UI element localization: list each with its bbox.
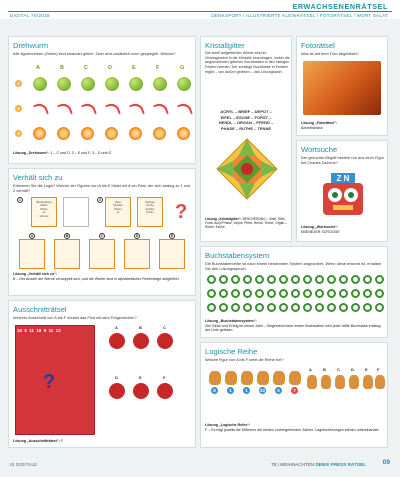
option-piece — [109, 383, 125, 399]
verhaelt-desc: Erkennen Sie die Logik? Welche der Figuren von A bis E bildet mit A ein Paar, der sich analog zu 1 und 2 verhält? — [13, 183, 191, 194]
drehwurm-panel — [8, 36, 196, 164]
wreath-icon — [351, 289, 360, 298]
buchstaben-solution — [205, 319, 385, 333]
option-piece — [157, 383, 173, 399]
option-label: A — [309, 367, 312, 372]
wreath-icon — [255, 303, 264, 312]
drehwurm-title: Drehwurm — [13, 41, 49, 50]
kristallgitter-desc: Die zwölf aufgeführten Wörter sind im Uhrzeigersinn in die Kristalle einzutragen, wobei die angrenzenden gleichen Buchstaben in den farbigen Feldern stehen. Der sonstige Buchstabe in Feldern ergibt – von außen gelesen – das Lösungswort. — [205, 51, 290, 74]
kristallgitter-title: Kristallgitter — [205, 41, 245, 50]
wreath-icon — [255, 275, 264, 284]
kristallgitter-panel — [200, 36, 292, 242]
option-piece — [133, 383, 149, 399]
drehwurm-letter: C — [84, 65, 88, 71]
word-line: EIFEL – ESCHE – FORST – — [220, 114, 272, 120]
wreath-icon — [339, 275, 348, 284]
ornament-ball-icon — [57, 77, 71, 91]
wreath-icon — [219, 275, 228, 284]
option-cookie-icon — [335, 375, 345, 389]
solution-label: Lösung „Buchstabensystem“: — [205, 319, 257, 323]
ornament-ball-icon — [129, 77, 143, 91]
question-mark: ? — [175, 201, 188, 223]
wreath-letter-grid — [207, 275, 383, 315]
wreath-icon — [375, 289, 384, 298]
wreath-icon — [327, 303, 336, 312]
card-word: Portlm — [146, 211, 154, 215]
option-label: C — [337, 367, 340, 372]
option-card — [89, 239, 115, 269]
ornament-ball-icon — [153, 77, 167, 91]
wreath-icon — [327, 275, 336, 284]
buchstaben-panel — [200, 246, 388, 338]
puzzle-card — [105, 197, 131, 227]
logische-solution — [205, 423, 385, 432]
drehwurm-letter: E — [132, 65, 136, 71]
wreath-icon — [279, 275, 288, 284]
orange-slice-icon — [81, 127, 94, 140]
ausschnitt-solution — [13, 439, 193, 444]
photo-image — [303, 61, 381, 115]
drehwurm-letter: F — [156, 65, 160, 71]
option-label: E — [139, 375, 142, 380]
option-label: F — [377, 367, 380, 372]
solution-label: Lösung „Verhält sich zu“: — [13, 272, 57, 276]
puzzle-card — [63, 197, 89, 227]
wortsuche-desc: Der gesuchte Begriff besteht nur aus einer Figur bei Charles Dickens? — [301, 155, 384, 166]
logische-title: Logische Reihe — [205, 347, 258, 356]
option-label: C — [163, 325, 166, 330]
option-card — [124, 239, 150, 269]
option-cookie-icon — [321, 375, 331, 389]
word-line: HENDL – ORGAN – PFERD – — [218, 120, 274, 126]
wreath-icon — [219, 289, 228, 298]
row-number: 2 — [15, 105, 22, 112]
drehwurm-letter: G — [180, 65, 185, 71]
footer-issue-a: 78 | WEIHNACHTEN — [271, 462, 315, 467]
candy-cane-icon — [81, 101, 97, 117]
wreath-icon — [315, 275, 324, 284]
grid-number: 18 — [17, 328, 22, 333]
orange-slice-icon — [57, 127, 70, 140]
kristallgitter-words — [205, 109, 287, 131]
wreath-icon — [303, 289, 312, 298]
wreath-icon — [279, 303, 288, 312]
option-cookie-icon — [363, 375, 373, 389]
orange-slice-icon — [153, 127, 166, 140]
word-line: PHASE – RUTHE – TENNE — [220, 125, 271, 131]
drehwurm-letter: D — [108, 65, 112, 71]
wreath-icon — [267, 275, 276, 284]
footer-issue-b: DEIKE PRESS RÄTSEL — [315, 462, 366, 467]
wreath-icon — [243, 303, 252, 312]
sequence-number: 1 — [227, 387, 234, 394]
wreath-icon — [231, 275, 240, 284]
sequence-number: 8 — [211, 387, 218, 394]
verhaelt-title: Verhält sich zu — [13, 173, 63, 182]
option-label: A — [115, 325, 118, 330]
option-label: F — [163, 375, 166, 380]
gingerbread-icon — [225, 371, 237, 385]
grid-number: 13 — [55, 328, 61, 333]
candy-cane-icon — [105, 101, 121, 117]
puzzle-card — [31, 197, 57, 227]
card-word: Plötze — [40, 207, 48, 211]
gingerbread-icon — [289, 371, 301, 385]
logische-panel — [200, 342, 388, 448]
wreath-icon — [255, 289, 264, 298]
drehwurm-solution — [13, 151, 193, 156]
wreath-icon — [279, 289, 288, 298]
option-label: B — [139, 325, 142, 330]
buchstaben-desc: Die Buchstabenreihe ist nach einem bestimmten System angeordnet. Wenn diese erkannt ist, erhalten Sie den Lösungsspruch. — [205, 261, 382, 272]
buchstaben-title: Buchstabensystem — [205, 251, 270, 260]
ornament-ball-icon — [177, 77, 191, 91]
word-search-figure-icon — [321, 171, 365, 217]
card-word: Bescheidung — [36, 201, 52, 204]
fotoraetsel-title: Fotorätsel — [301, 41, 335, 50]
option-card — [54, 239, 80, 269]
orange-slice-icon — [33, 127, 46, 140]
wreath-icon — [243, 289, 252, 298]
ausschnitt-desc: Welcher Ausschnitt von A bis F ersetzt das Feld mit dem Fragezeichen? — [13, 315, 137, 320]
grid-number: 5 — [24, 328, 27, 333]
gingerbread-icon — [257, 371, 269, 385]
grid-number: 18 — [36, 328, 42, 333]
solution-text: BESCHERUNG – Brief, Elfel, Forst, Acryl Phase, Depot, Pferd, Hendl, Tenne, Organ – Ruthe, Esche — [205, 217, 288, 230]
gingerbread-icon — [241, 371, 253, 385]
sequence-number: ? — [291, 387, 298, 394]
solution-text: B – Der Anzahl der Sterne verdoppelt sich, und die Wörter sind in alphabetischer Reihenfolge aufgeführt. — [13, 276, 180, 281]
solution-text: 1 – C und D, 2 – E und F, 3 – D und G — [50, 151, 112, 155]
grid-number: 11 — [48, 328, 54, 333]
footer-issue — [271, 462, 366, 467]
wreath-icon — [363, 275, 372, 284]
card-word: Himmel — [39, 214, 49, 218]
option-piece — [157, 333, 173, 349]
wreath-icon — [339, 303, 348, 312]
ausschnitt-panel — [8, 300, 196, 448]
verhaelt-panel — [8, 168, 196, 296]
option-piece — [133, 333, 149, 349]
solution-text: EBENEZER SCROOGE — [301, 229, 340, 234]
wreath-icon — [207, 289, 216, 298]
candy-cane-icon — [129, 101, 145, 117]
option-cookie-icon — [375, 375, 385, 389]
ornament-ball-icon — [33, 77, 47, 91]
card-word: Boot — [115, 201, 121, 204]
option-label: C — [100, 234, 104, 238]
verhaelt-solution — [13, 272, 193, 281]
grid-number: 9 — [43, 328, 47, 333]
option-card — [159, 239, 185, 269]
fotoraetsel-desc: Was ist auf dem Foto abgebildet? — [301, 51, 359, 56]
option-cookie-icon — [307, 375, 317, 389]
candy-cane-icon — [177, 101, 193, 117]
option-label: D — [115, 375, 118, 380]
card-word: Springer — [145, 201, 155, 204]
option-card — [19, 239, 45, 269]
solution-label: Lösung „Drehwurm“: — [13, 151, 50, 155]
fotoraetsel-solution — [301, 121, 385, 130]
label-circle: 2 — [97, 197, 103, 203]
candy-cane-icon — [153, 101, 169, 117]
wreath-icon — [231, 289, 240, 298]
ornament-ball-icon — [81, 77, 95, 91]
wreath-icon — [351, 303, 360, 312]
grid-number: 11 — [29, 328, 34, 333]
solution-label: Lösung „Logische Reihe“: — [205, 423, 251, 427]
row-number: 3 — [15, 130, 22, 137]
wreath-icon — [303, 303, 312, 312]
orange-slice-icon — [177, 127, 190, 140]
ausschnitt-title: Ausschnitträtsel — [13, 305, 67, 314]
wreath-icon — [231, 303, 240, 312]
gingerbread-icon — [209, 371, 221, 385]
wreath-icon — [315, 303, 324, 312]
wortsuche-panel — [296, 140, 388, 242]
wreath-icon — [375, 303, 384, 312]
svg-text:Z N: Z N — [336, 174, 350, 183]
option-label: D — [135, 234, 139, 238]
solution-label: Lösung „Fotorätsel“: — [301, 121, 338, 125]
wreath-icon — [267, 303, 276, 312]
footer-publisher: IS DIGITALE — [10, 462, 38, 467]
option-label: E — [365, 367, 368, 372]
solution-text: Adventskranz — [301, 125, 323, 130]
kristallgitter-solution — [205, 217, 290, 229]
solution-text: Viel Glück und Erfolg im neuen Jahr! – Beginnend beim ersten Buchstaben wird jeder dritte Buchstabe entlang der Linie gelesen. — [205, 323, 381, 333]
wreath-icon — [327, 289, 336, 298]
wreath-icon — [267, 289, 276, 298]
drehwurm-letter: B — [60, 65, 64, 71]
wreath-icon — [243, 275, 252, 284]
orange-slice-icon — [105, 127, 118, 140]
gingerbread-icon — [273, 371, 285, 385]
card-word: Plumber — [113, 204, 123, 208]
card-word: Flöten — [114, 207, 122, 211]
sequence-number: 22 — [259, 388, 265, 393]
fotoraetsel-panel — [296, 36, 388, 136]
wreath-icon — [315, 289, 324, 298]
header-rule — [8, 11, 392, 12]
solution-label: Lösung „Kristallgitter“: — [205, 217, 242, 221]
drehwurm-desc: Alle figurenreihen (Zeilen) sind einander gleich. Zwei sind zusätzlich noch gespiegelt. Welche? — [13, 51, 176, 56]
page-header — [0, 0, 400, 19]
page-number: 09 — [382, 459, 390, 466]
wreath-icon — [339, 289, 348, 298]
card-word: ist — [116, 211, 120, 215]
wreath-icon — [207, 275, 216, 284]
grid-question-mark: ? — [43, 371, 56, 393]
candy-cane-icon — [57, 101, 73, 117]
wreath-icon — [291, 303, 300, 312]
wreath-icon — [219, 303, 228, 312]
option-cookie-icon — [349, 375, 359, 389]
logische-desc: Welche Figur von A bis F setzt die Reihe fort? — [205, 357, 284, 362]
ornament-ball-icon — [105, 77, 119, 91]
option-label: A — [30, 234, 34, 238]
orange-slice-icon — [129, 127, 142, 140]
wreath-icon — [291, 275, 300, 284]
wortsuche-title: Wortsuche — [301, 145, 338, 154]
drehwurm-letter: A — [36, 65, 40, 71]
wreath-icon — [351, 275, 360, 284]
solution-text: F — [60, 439, 64, 443]
solution-label: Lösung „Ausschnitträtsel“: — [13, 439, 60, 443]
page-title: ERWACHSENENRÄTSEL — [292, 2, 388, 11]
card-word: hurray — [146, 204, 154, 208]
header-categories: DENKSPORT / ILLUSTRIERTE KLEINRÄTSEL / FOTORÄTSEL / WORT SALAT — [211, 13, 388, 18]
crystal-lattice-icon — [215, 137, 279, 201]
candy-cane-icon — [33, 101, 49, 117]
header-edition: DIGITAL 76/2018 — [10, 13, 50, 18]
puzzle-card — [137, 197, 163, 227]
wreath-icon — [303, 275, 312, 284]
card-word: ist — [42, 211, 46, 215]
sequence-number: 5 — [275, 387, 282, 394]
card-word: Kirsche — [145, 207, 155, 211]
label-circle: 1 — [17, 197, 23, 203]
wreath-icon — [207, 303, 216, 312]
grid-numbers — [17, 327, 93, 335]
word-line: ACRYL – BRIEF – DEPOT – — [220, 109, 272, 114]
wreath-icon — [363, 303, 372, 312]
card-word: Flöten — [40, 204, 48, 208]
wreath-icon — [375, 275, 384, 284]
wreath-icon — [291, 289, 300, 298]
solution-label: Lösung „Wortsuche“: — [301, 225, 339, 229]
option-label: B — [323, 367, 326, 372]
solution-text: F – Es folgt jeweils die Differenz der beiden vorhergehenden Zahlen. Lagebeziehungen stehen untereinander. — [205, 427, 380, 432]
option-label: D — [351, 367, 354, 372]
option-label: B — [65, 234, 69, 238]
row-number: 1 — [15, 80, 22, 87]
wreath-icon — [363, 289, 372, 298]
option-label: E — [170, 234, 174, 238]
sequence-number: 1 — [243, 387, 250, 394]
option-piece — [109, 333, 125, 349]
wortsuche-solution — [301, 225, 385, 234]
